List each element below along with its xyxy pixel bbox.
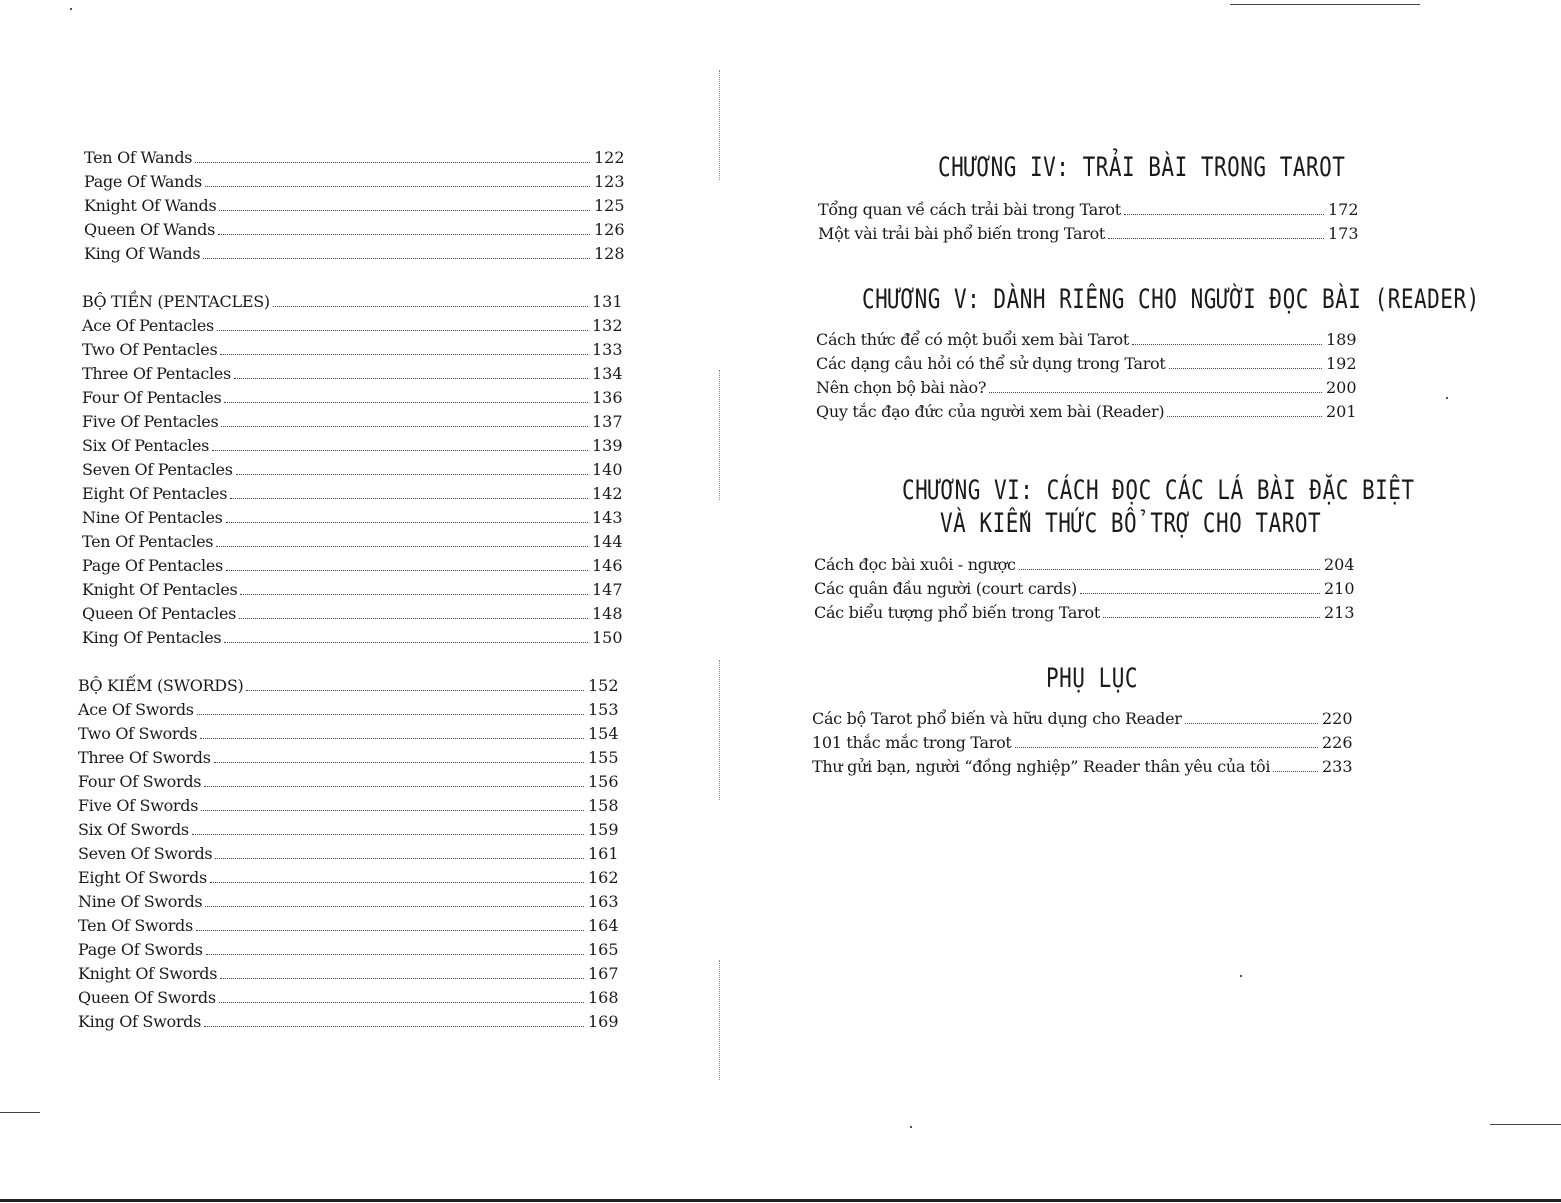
scan-artifact-line	[1490, 1124, 1561, 1125]
toc-entry: Five Of Swords 158	[78, 796, 619, 815]
chapter-4-title: CHƯƠNG IV: TRẢI BÀI TRONG TAROT	[938, 152, 1346, 182]
toc-entry: Cách thức để có một buổi xem bài Tarot 189	[816, 330, 1357, 349]
toc-entry: Seven Of Pentacles 140	[82, 460, 623, 479]
toc-entry: Queen Of Wands 126	[84, 220, 625, 239]
section-heading: BỘ KIẾM (SWORDS) 152	[78, 676, 619, 695]
toc-entry: Nine Of Swords 163	[78, 892, 619, 911]
toc-entry: King Of Wands 128	[84, 244, 625, 263]
left-page	[0, 0, 700, 1203]
toc-entry: King Of Pentacles 150	[82, 628, 623, 647]
scan-artifact-dot	[70, 8, 72, 10]
toc-entry: Knight Of Wands 125	[84, 196, 625, 215]
toc-entry: Queen Of Pentacles 148	[82, 604, 623, 623]
toc-entry: Nên chọn bộ bài nào? 200	[816, 378, 1357, 397]
toc-entry: Five Of Pentacles 137	[82, 412, 623, 431]
toc-entry: Four Of Pentacles 136	[82, 388, 623, 407]
toc-entry: Các dạng câu hỏi có thể sử dụng trong Tarot 192	[816, 354, 1357, 373]
toc-entry: Tổng quan về cách trải bài trong Tarot 172	[818, 200, 1359, 219]
toc-entry: Four Of Swords 156	[78, 772, 619, 791]
toc-entry: Seven Of Swords 161	[78, 844, 619, 863]
toc-entry: Two Of Pentacles 133	[82, 340, 623, 359]
toc-entry: Cách đọc bài xuôi - ngược 204	[814, 555, 1355, 574]
section-heading: BỘ TIỀN (PENTACLES) 131	[82, 292, 623, 311]
swords-section	[78, 674, 618, 1034]
toc-entry: Thư gửi bạn, người “đồng nghiệp” Reader thân yêu của tôi 233	[812, 757, 1353, 776]
toc-entry: Quy tắc đạo đức của người xem bài (Reader) 201	[816, 402, 1357, 421]
gutter-line	[719, 960, 720, 1080]
scan-artifact-line	[0, 1112, 40, 1113]
gutter-line	[719, 370, 720, 500]
toc-entry: Ten Of Pentacles 144	[82, 532, 623, 551]
scan-artifact-dot	[910, 1126, 912, 1128]
toc-entry: Các biểu tượng phổ biến trong Tarot 213	[814, 603, 1355, 622]
chapter-6-title-line2: VÀ KIẾN THỨC BỔ TRỢ CHO TAROT	[940, 508, 1322, 538]
toc-entry: Eight Of Pentacles 142	[82, 484, 623, 503]
toc-entry: Một vài trải bài phổ biến trong Tarot 173	[818, 224, 1359, 243]
scan-artifact-line	[0, 1199, 1561, 1202]
toc-entry: King Of Swords 169	[78, 1012, 619, 1031]
toc-entry: Ace Of Pentacles 132	[82, 316, 623, 335]
toc-entry: Queen Of Swords 168	[78, 988, 619, 1007]
toc-entry: Ten Of Swords 164	[78, 916, 619, 935]
toc-entry: Các quân đầu người (court cards) 210	[814, 579, 1355, 598]
scan-artifact-dot	[1240, 975, 1242, 977]
toc-entry: Page Of Swords 165	[78, 940, 619, 959]
gutter-line	[719, 660, 720, 800]
toc-entry: Three Of Pentacles 134	[82, 364, 623, 383]
chapter-6-entries	[814, 553, 1354, 625]
toc-entry: Ten Of Wands 122	[84, 148, 625, 167]
toc-entry: Ace Of Swords 153	[78, 700, 619, 719]
wands-section	[84, 146, 624, 266]
book-gutter	[714, 40, 726, 1090]
toc-entry: Page Of Wands 123	[84, 172, 625, 191]
chapter-6-title-line1: CHƯƠNG VI: CÁCH ĐỌC CÁC LÁ BÀI ĐẶC BIỆT	[902, 475, 1415, 505]
pentacles-section	[82, 290, 622, 650]
appendix-entries	[812, 707, 1352, 779]
toc-entry: Three Of Swords 155	[78, 748, 619, 767]
toc-entry: Six Of Pentacles 139	[82, 436, 623, 455]
chapter-5-entries	[816, 328, 1356, 424]
toc-entry: Knight Of Pentacles 147	[82, 580, 623, 599]
chapter-4-entries	[818, 198, 1358, 246]
toc-entry: Six Of Swords 159	[78, 820, 619, 839]
toc-entry: Page Of Pentacles 146	[82, 556, 623, 575]
toc-entry: Knight Of Swords 167	[78, 964, 619, 983]
chapter-5-title: CHƯƠNG V: DÀNH RIÊNG CHO NGƯỜI ĐỌC BÀI (READER)	[862, 284, 1480, 314]
toc-entry: Eight Of Swords 162	[78, 868, 619, 887]
toc-entry: Các bộ Tarot phổ biến và hữu dụng cho Reader 220	[812, 709, 1353, 728]
scan-artifact-dot	[1446, 397, 1448, 399]
toc-entry: 101 thắc mắc trong Tarot 226	[812, 733, 1353, 752]
appendix-title: PHỤ LỤC	[1046, 663, 1139, 693]
gutter-line	[719, 70, 720, 180]
scan-artifact-line	[1230, 4, 1420, 5]
toc-entry: Nine Of Pentacles 143	[82, 508, 623, 527]
toc-entry: Two Of Swords 154	[78, 724, 619, 743]
right-page	[760, 0, 1561, 1203]
